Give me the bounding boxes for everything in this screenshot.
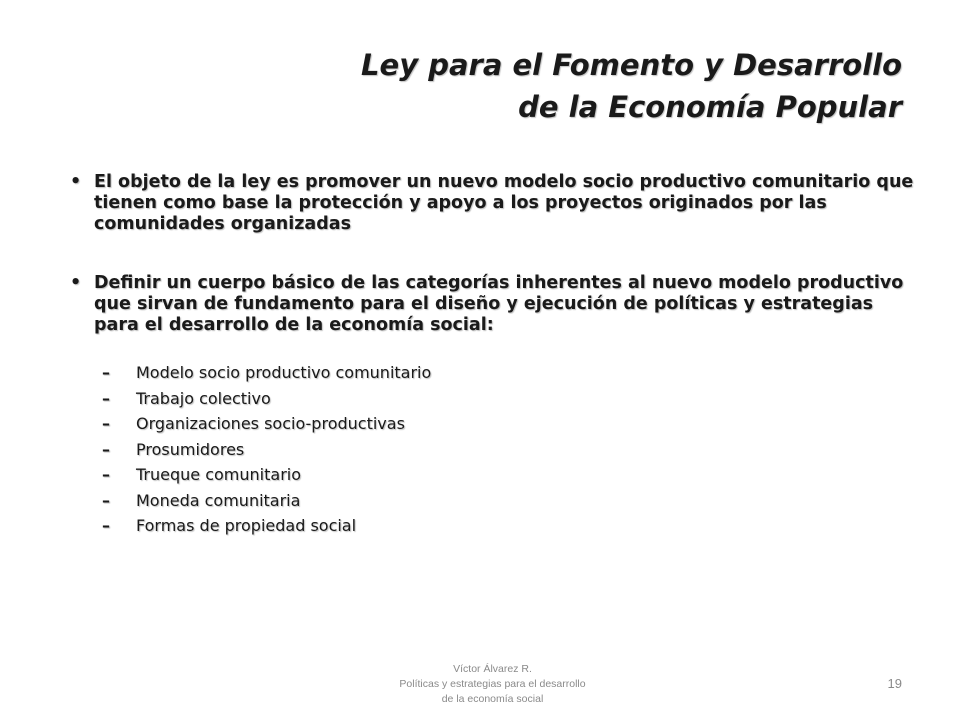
sub-item [70, 488, 920, 514]
bullet-marker: • [70, 172, 82, 192]
sub-item-marker: – [102, 388, 110, 408]
sub-item [70, 411, 920, 437]
footer-line-3: de la economía social [441, 693, 544, 705]
footer-line-2: Políticas y estrategias para el desarrollo [399, 678, 586, 690]
sub-item-text: Moneda comunitaria [136, 490, 301, 510]
sub-item-marker: – [102, 414, 110, 433]
sub-item-text: Trueque comunitario [136, 465, 301, 484]
slide-content [70, 172, 920, 539]
sub-item-marker: – [102, 363, 110, 382]
footer-author: Víctor Álvarez R. [453, 663, 532, 675]
sub-item [70, 360, 920, 386]
bullet-text: Definir un cuerpo básico de las categorías inherentes al nuevo modelo productivo que sirvan de fundamento para el diseño y ejecución de políticas y estrategias para el desarrollo de la economía social: [94, 273, 904, 335]
sub-item-marker: – [102, 516, 110, 535]
title-line-1: Ley para el Fomento y Desarrollo [361, 48, 902, 82]
title-line-2: de la Economía Popular [518, 90, 902, 124]
bullet-item [70, 273, 920, 336]
bullet-text: El objeto de la ley es promover un nuevo modelo socio productivo comunitario que tienen como base la protección y apoyo a los proyectos originados por las comunidades organizadas [94, 172, 914, 234]
bullet-item [70, 172, 920, 235]
sub-item-text: Modelo socio productivo comunitario [136, 363, 432, 382]
bullet-marker: • [70, 273, 82, 293]
slide-footer [370, 662, 615, 707]
sub-item [70, 437, 920, 463]
sub-item [70, 386, 920, 412]
sub-item-text: Formas de propiedad social [136, 516, 357, 535]
sub-item-marker: – [102, 439, 110, 459]
sub-item-marker: – [102, 490, 110, 510]
page-number: 19 [887, 676, 902, 691]
sub-item-text: Prosumidores [136, 439, 245, 459]
sub-item-list [70, 360, 920, 539]
sub-item-text: Trabajo colectivo [136, 388, 271, 408]
slide-title [202, 44, 902, 128]
sub-item [70, 513, 920, 539]
sub-item-marker: – [102, 465, 110, 484]
sub-item [70, 462, 920, 488]
sub-item-text: Organizaciones socio-productivas [136, 414, 405, 433]
